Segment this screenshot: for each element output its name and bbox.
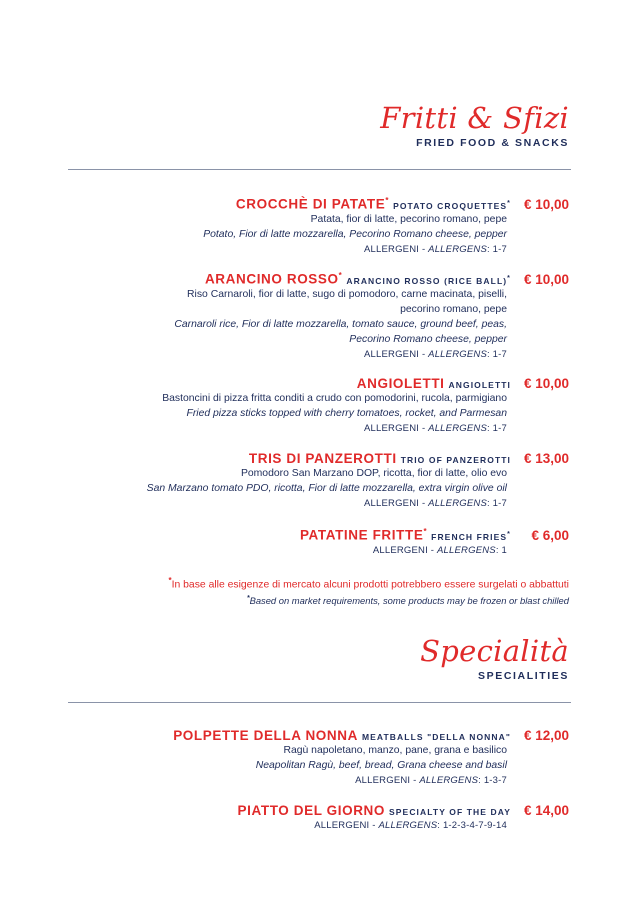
item-name-it: CROCCHÈ DI PATATE* xyxy=(235,196,390,212)
item-name-it: ANGIOLETTI xyxy=(356,376,445,391)
item-price: € 12,00 xyxy=(523,728,569,743)
item-header xyxy=(99,271,569,287)
menu-item-panzerotti xyxy=(99,451,569,511)
note-english: *Based on market requirements, some products may be frozen or blast chilled xyxy=(246,595,569,607)
menu-item-piatto-del-giorno xyxy=(99,803,569,833)
item-name-en: ARANCINO ROSSO (RICE BALL)* xyxy=(346,274,511,286)
item-price: € 13,00 xyxy=(523,451,569,466)
item-name-en: POTATO CROQUETTES* xyxy=(393,199,511,211)
item-header xyxy=(99,527,569,543)
item-allergens: ALLERGENI - ALLERGENS: 1-7 xyxy=(363,498,507,509)
item-description: Ragù napoletano, manzo, pane, grana e basilico Neapolitan Ragù, beef, bread, Grana cheese and basil ALLERGENI - ALLERGENS: 1-3-7 xyxy=(99,743,507,788)
menu-item-angioletti xyxy=(99,376,569,436)
section-title: Specialità xyxy=(420,634,569,668)
item-header xyxy=(99,196,569,212)
item-allergens: ALLERGENI - ALLERGENS: 1-7 xyxy=(363,348,507,360)
item-name-it: TRIS DI PANZEROTTI xyxy=(248,451,397,466)
section-subtitle: FRIED FOOD & SNACKS xyxy=(416,137,569,149)
menu-item-polpette xyxy=(99,728,569,788)
note-italian: *In base alle esigenze di mercato alcuni prodotti potrebbero essere surgelati o abbattuti xyxy=(168,576,569,591)
section-subtitle: SPECIALITIES xyxy=(478,670,569,682)
section-divider xyxy=(68,169,571,170)
item-price: € 14,00 xyxy=(523,803,569,818)
item-description: Bastoncini di pizza fritta conditi a crudo con pomodorini, rucola, parmigiano Fried pizza sticks topped with cherry tomatoes, rocket, and Parmesan ALLERGENI - ALLERGENS: 1-7 xyxy=(99,391,507,436)
item-header xyxy=(99,451,569,466)
item-name-en: ANGIOLETTI xyxy=(448,380,511,390)
item-allergens: ALLERGENI - ALLERGENS: 1 xyxy=(372,544,507,556)
item-description xyxy=(99,543,507,558)
frozen-products-note xyxy=(168,574,569,609)
item-price: € 10,00 xyxy=(523,196,569,212)
item-description: Pomodoro San Marzano DOP, ricotta, fior di latte, olio evo San Marzano tomato PDO, ricotta, Fior di latte mozzarella, extra virgin olive oil ALLERGENI - ALLERGENS: 1-7 xyxy=(99,466,507,511)
item-price: € 6,00 xyxy=(531,527,569,543)
item-name-it: POLPETTE DELLA NONNA xyxy=(173,728,358,743)
item-name-it: ARANCINO ROSSO* xyxy=(204,271,343,287)
item-description: Riso Carnaroli, fior di latte, sugo di pomodoro, carne macinata, piselli, pecorino romano, pepe Carnaroli rice, Fior di latte mozzarella, tomato sauce, ground beef, peas, Pecorino Romano cheese, pepper ALLERGENI - ALLERGENS: 1-7 xyxy=(99,287,507,362)
item-allergens: ALLERGENI - ALLERGENS: 1-3-7 xyxy=(355,775,507,786)
item-header xyxy=(99,728,569,743)
item-header xyxy=(99,376,569,391)
item-allergens: ALLERGENI - ALLERGENS: 1-7 xyxy=(363,243,507,255)
item-name-en: SPECIALTY OF THE DAY xyxy=(389,807,511,817)
section-header-specialita xyxy=(420,634,569,682)
item-name-en: TRIO OF PANZEROTTI xyxy=(400,455,511,465)
item-description xyxy=(99,818,507,833)
item-header xyxy=(99,803,569,818)
item-allergens: ALLERGENI - ALLERGENS: 1-7 xyxy=(363,423,507,434)
item-price: € 10,00 xyxy=(523,271,569,287)
item-allergens: ALLERGENI - ALLERGENS: 1-2-3-4-7-9-14 xyxy=(314,820,507,831)
item-price: € 10,00 xyxy=(523,376,569,391)
menu-item-patatine xyxy=(99,527,569,558)
item-name-en: MEATBALLS "DELLA NONNA" xyxy=(361,732,511,742)
item-name-it: PIATTO DEL GIORNO xyxy=(237,803,386,818)
item-name-en: FRENCH FRIES* xyxy=(431,530,511,542)
item-name-it: PATATINE FRITTE* xyxy=(299,527,428,543)
menu-item-arancino xyxy=(99,271,569,362)
item-description: Patata, fior di latte, pecorino romano, pepe Potato, Fior di latte mozzarella, Pecorino Romano cheese, pepper ALLERGENI - ALLERGENS: 1-7 xyxy=(99,212,507,257)
section-header-fritti xyxy=(380,101,569,149)
menu-item-crocche xyxy=(99,196,569,257)
section-divider xyxy=(68,702,571,703)
section-title: Fritti & Sfizi xyxy=(380,101,569,135)
